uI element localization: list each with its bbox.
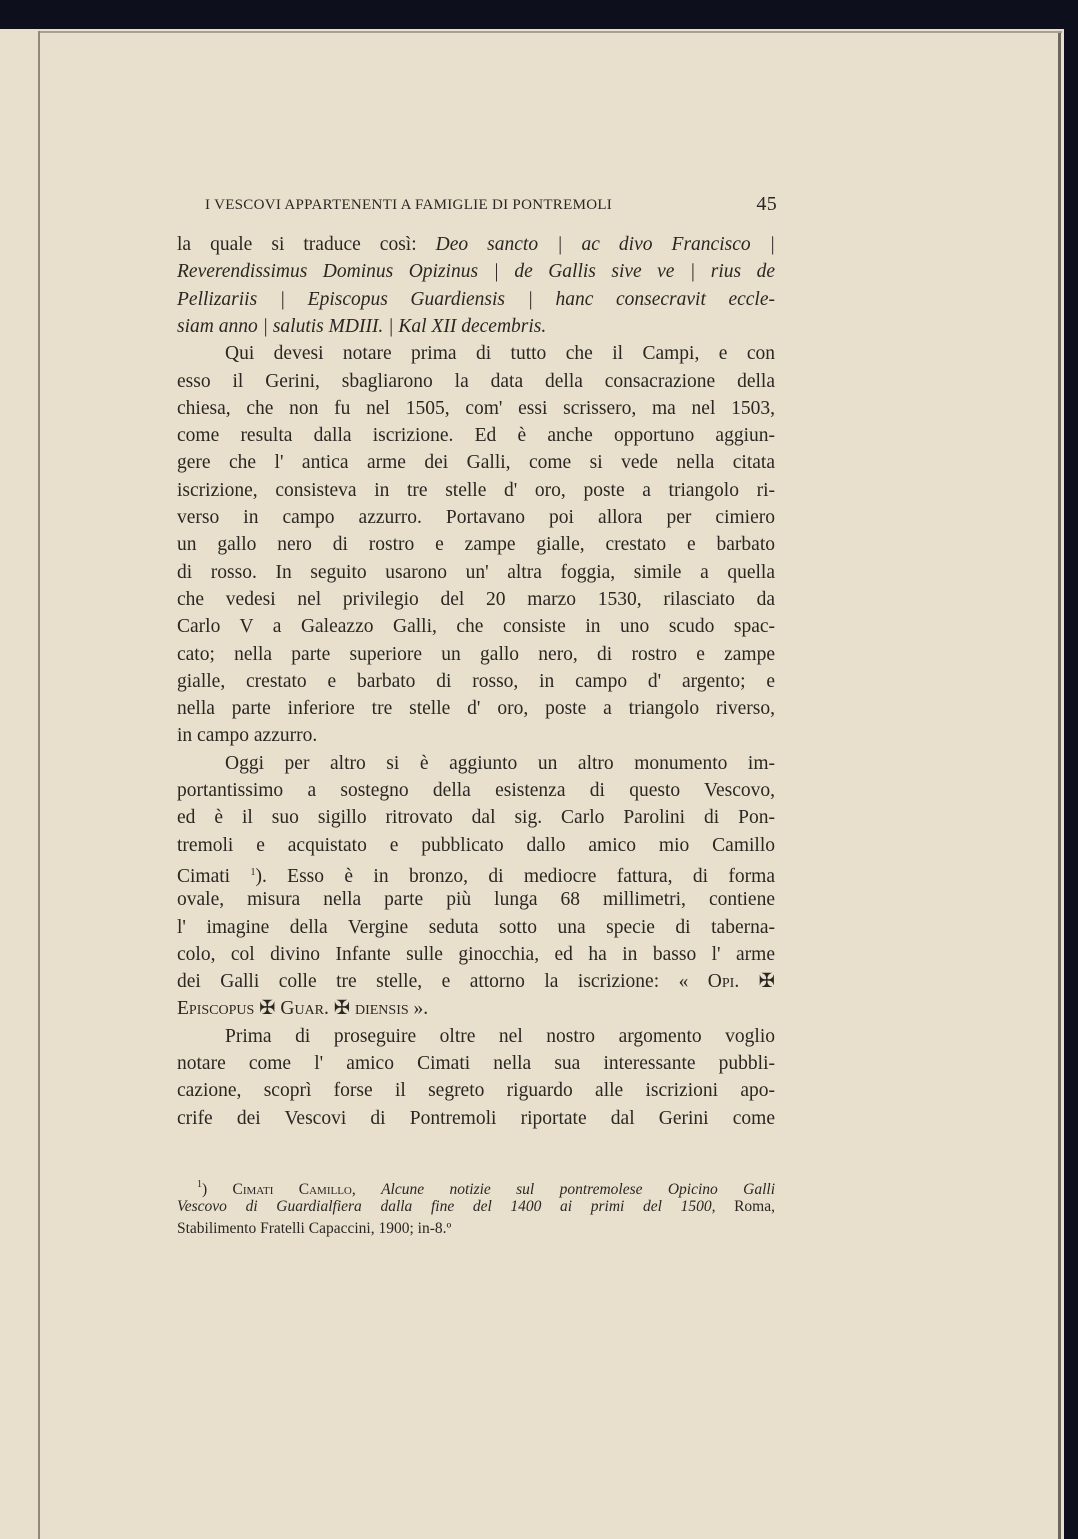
text-segment: Deo sancto | ac divo Francisco | xyxy=(435,234,775,255)
text-segment: Carlo V a Galeazzo Galli, che consiste in uno scudo spac- xyxy=(177,616,775,638)
text-segment: Cimati Camillo xyxy=(232,1181,352,1198)
text-line xyxy=(177,916,775,940)
text-segment: Cimati xyxy=(177,865,251,887)
text-segment: gere che l' antica arme dei Galli, come si vede nella citata xyxy=(177,452,775,474)
text-segment: un gallo nero di rostro e zampe gialle, crestato e barbato xyxy=(177,534,775,556)
text-line xyxy=(177,233,775,257)
text-segment: siam anno | salutis MDIII. | Kal XII decembris. xyxy=(177,315,547,337)
text-segment: esso il Gerini, sbagliarono la data della consacrazione della xyxy=(177,370,775,392)
text-segment: in campo azzurro. xyxy=(177,725,318,747)
text-line xyxy=(177,588,775,612)
text-segment: ). Esso è in bronzo, di mediocre fattura, di forma xyxy=(255,865,775,887)
text-line xyxy=(177,1025,775,1049)
text-segment: gialle, crestato e barbato di rosso, in campo d' argento; e xyxy=(177,670,775,692)
text-line xyxy=(177,615,775,639)
text-line xyxy=(177,888,775,912)
text-line xyxy=(177,288,775,312)
text-line xyxy=(177,260,775,284)
running-title: I VESCOVI APPARTENENTI A FAMIGLIE DI PONTREMOLI xyxy=(205,197,613,213)
running-header xyxy=(205,193,777,217)
text-segment: di rosso. In seguito usarono un' altra foggia, simile a quella xyxy=(177,561,775,583)
text-segment: cato; nella parte superiore un gallo nero, di rostro e zampe xyxy=(177,643,775,665)
text-segment: dei Galli colle tre stelle, e attorno la iscrizione: « xyxy=(177,971,708,993)
text-segment: verso in campo azzurro. Portavano poi allora per cimiero xyxy=(177,507,775,528)
text-segment: cazione, scoprì forse il segreto riguardo alle iscrizioni apo- xyxy=(177,1080,775,1102)
text-segment: Roma, xyxy=(715,1198,775,1215)
text-segment: ». xyxy=(408,998,429,1020)
text-line xyxy=(177,970,775,994)
text-line xyxy=(177,561,775,585)
text-line xyxy=(177,861,775,889)
page-number: 45 xyxy=(756,193,777,215)
text-line xyxy=(177,479,775,503)
text-segment: notare come l' amico Cimati nella sua interessante pubbli- xyxy=(177,1053,775,1074)
text-line xyxy=(177,752,775,776)
text-segment: ovale, misura nella parte più lunga 68 millimetri, contiene xyxy=(177,889,775,911)
text-segment: Alcune notizie sul pontremolese Opicino Galli xyxy=(381,1181,776,1198)
text-line xyxy=(177,779,775,803)
text-segment: colo, col divino Infante sulle ginocchia, ed ha in basso l' arme xyxy=(177,943,775,965)
text-line xyxy=(177,724,775,748)
text-segment: Vescovo di Guardialfiera dalla fine del 1400 ai primi del 1500, xyxy=(177,1198,716,1215)
text-segment: come resulta dalla iscrizione. Ed è anche opportuno aggiun- xyxy=(177,425,775,447)
text-line xyxy=(177,1107,775,1131)
text-segment: Reverendissimus Dominus Opizinus | de Gallis sive ve | rius de xyxy=(177,261,775,283)
text-segment: nella parte inferiore tre stelle d' oro, poste a triangolo riverso, xyxy=(177,698,775,720)
text-line xyxy=(177,670,775,694)
text-segment: che vedesi nel privilegio del 20 marzo 1530, rilasciato da xyxy=(177,588,775,610)
footnote-line xyxy=(177,1219,775,1239)
text-line xyxy=(177,834,775,858)
text-segment: la quale si traduce così: xyxy=(177,234,436,255)
text-segment: ) xyxy=(202,1181,233,1198)
text-line xyxy=(177,424,775,448)
text-segment: iscrizione, consisteva in tre stelle d' oro, poste a triangolo ri- xyxy=(177,479,775,501)
text-segment: Prima di proseguire oltre nel nostro argomento voglio xyxy=(225,1025,775,1047)
text-segment: Oggi per altro si è aggiunto un altro monumento im- xyxy=(225,752,775,774)
text-line xyxy=(177,533,775,557)
text-segment: 1 xyxy=(197,1179,202,1190)
text-segment: Qui devesi notare prima di tutto che il Campi, e con xyxy=(225,343,775,365)
text-line xyxy=(177,315,775,339)
page-right-edge xyxy=(1058,33,1061,1539)
text-line xyxy=(177,397,775,421)
text-segment: 1 xyxy=(250,866,256,878)
text-segment: , xyxy=(351,1181,382,1198)
text-line xyxy=(177,342,775,366)
text-line xyxy=(177,451,775,475)
text-segment: portantissimo a sostegno della esistenza di questo Vescovo, xyxy=(177,780,775,801)
text-line xyxy=(177,697,775,721)
page-fold-line xyxy=(38,31,40,1539)
text-segment: Stabilimento Fratelli Capaccini, 1900; in-8.º xyxy=(177,1220,452,1237)
page-top-edge xyxy=(40,31,1062,33)
text-line xyxy=(177,370,775,394)
text-segment: tremoli e acquistato e pubblicato dallo amico mio Camillo xyxy=(177,834,775,856)
text-segment: Pellizariis | Episcopus Guardiensis | hanc consecravit eccle- xyxy=(177,288,775,310)
text-line xyxy=(177,806,775,830)
text-segment: l' imagine della Vergine seduta sotto una specie di taberna- xyxy=(177,916,775,938)
text-line xyxy=(177,1052,775,1076)
text-line xyxy=(177,1079,775,1103)
text-segment: Episcopus ✠ Guar. ✠ diensis xyxy=(177,998,409,1020)
text-segment: crife dei Vescovi di Pontremoli riportate dal Gerini come xyxy=(177,1107,775,1129)
text-segment: Opi. ✠ xyxy=(707,971,775,993)
footnote-line xyxy=(177,1197,775,1217)
text-segment: chiesa, che non fu nel 1505, com' essi scrissero, ma nel 1503, xyxy=(177,397,775,419)
text-line xyxy=(177,997,775,1021)
text-segment: ed è il suo sigillo ritrovato dal sig. Carlo Parolini di Pon- xyxy=(177,807,775,829)
text-line xyxy=(177,506,775,530)
text-line xyxy=(177,643,775,667)
text-line xyxy=(177,943,775,967)
